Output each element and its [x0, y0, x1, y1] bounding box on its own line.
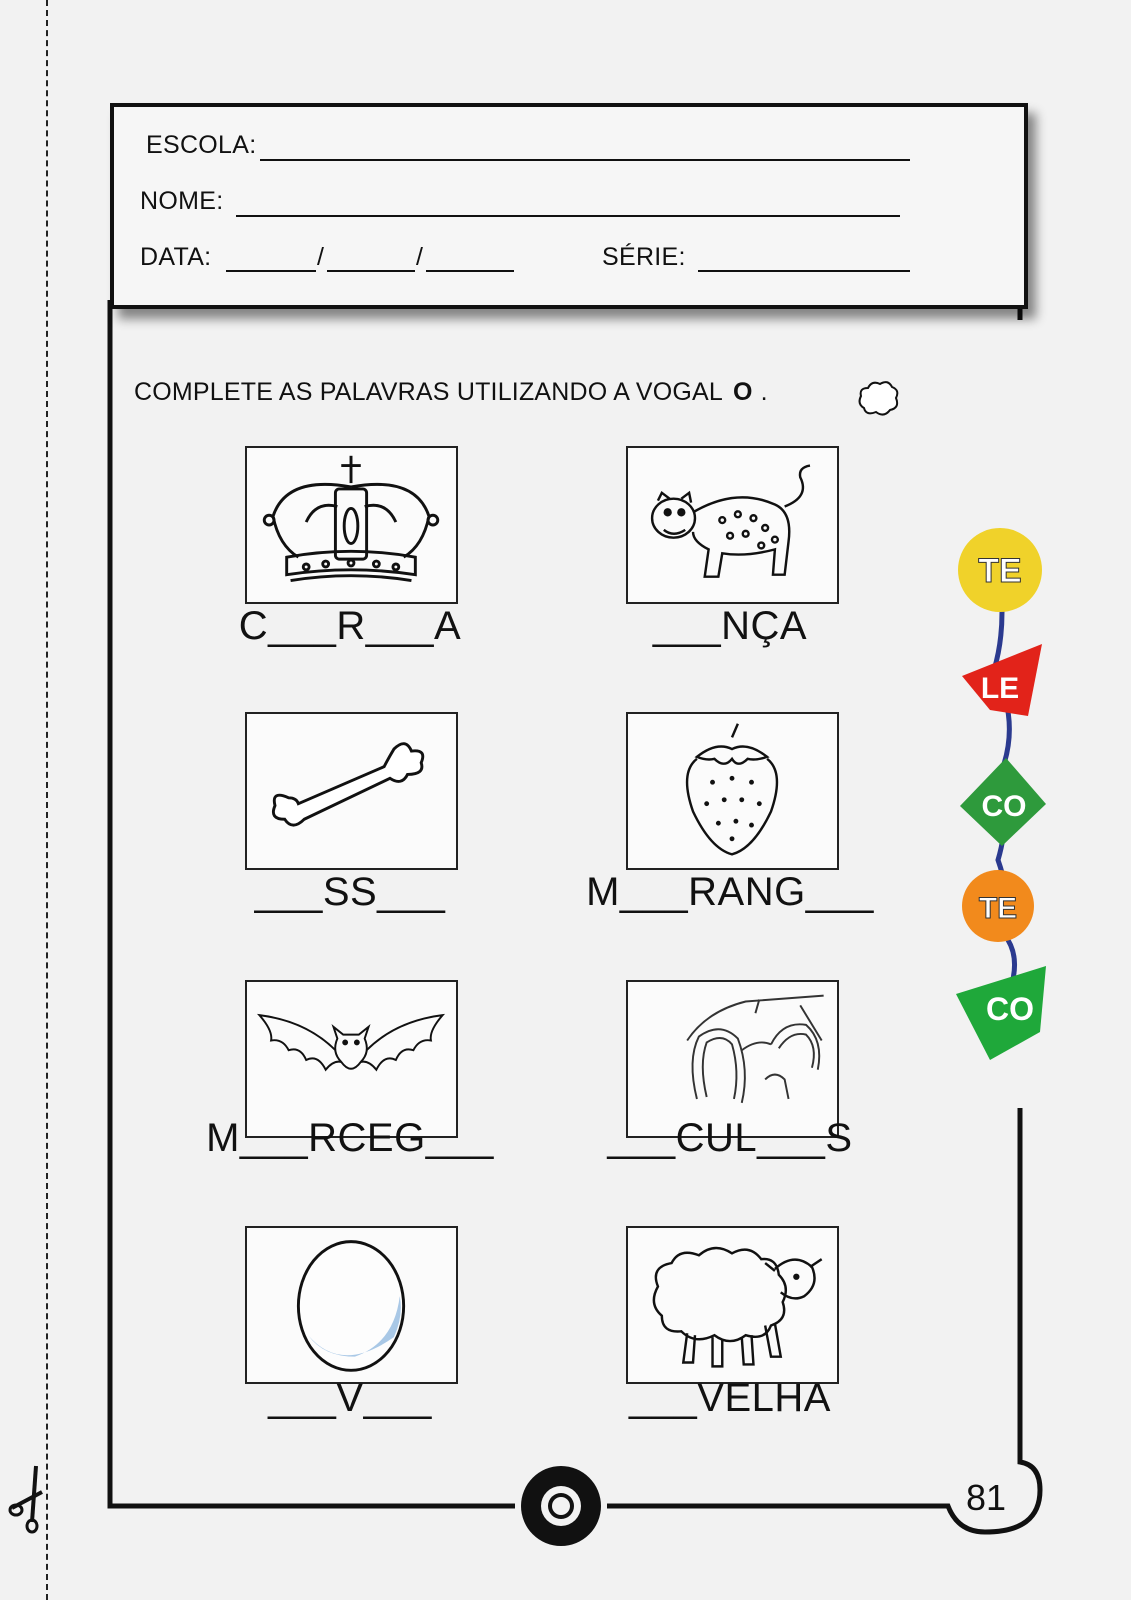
date-separator: /: [317, 243, 324, 271]
picture-bone: [245, 712, 458, 870]
page-number: 81: [966, 1477, 1007, 1518]
instruction: [134, 378, 768, 407]
escola-label: ESCOLA:: [146, 131, 257, 159]
word-blank-6: ___CUL___S: [607, 1116, 853, 1160]
strawberry-icon: [628, 714, 837, 868]
word-blank-8: ___VELHA: [629, 1376, 831, 1420]
instruction-period: .: [760, 378, 768, 406]
ribbon-tag: [960, 758, 1046, 846]
serie-field[interactable]: [698, 270, 910, 272]
word-blank-1: C___R___A: [238, 604, 462, 648]
nome-label: NOME:: [140, 187, 224, 215]
word-blank-3: ___SS___: [254, 870, 446, 914]
leopard-icon: [628, 448, 837, 602]
date-day-field[interactable]: [226, 270, 316, 272]
picture-crown: [245, 446, 458, 604]
bone-icon: [247, 714, 456, 868]
ribbon-tag: [962, 644, 1042, 716]
date-month-field[interactable]: [327, 270, 415, 272]
svg-text:TE: TE: [978, 552, 1022, 590]
serie-label: SÉRIE:: [602, 243, 686, 271]
picture-leopard: [626, 446, 839, 604]
picture-sheep: [626, 1226, 839, 1384]
nome-field[interactable]: [236, 215, 900, 217]
ribbon-tag: [956, 966, 1046, 1060]
date-year-field[interactable]: [426, 270, 514, 272]
word-blank-2: ___NÇA: [652, 604, 808, 648]
vowel-letter: O: [733, 378, 753, 406]
escola-field[interactable]: [260, 159, 910, 161]
instruction-text: COMPLETE AS PALAVRAS UTILIZANDO A VOGAL: [134, 378, 724, 406]
bat-icon: [247, 982, 456, 1136]
cloud-icon: [856, 378, 902, 418]
crown-icon: [247, 448, 456, 602]
word-blank-4: M___RANG___: [586, 870, 874, 914]
header-box: [110, 103, 1028, 309]
sheep-icon: [628, 1228, 837, 1382]
word-blank-5: M___RCEG___: [206, 1116, 494, 1160]
svg-text:CO: CO: [981, 790, 1027, 823]
glasses-icon: [628, 982, 837, 1136]
svg-text:TE: TE: [978, 892, 1018, 925]
picture-egg: [245, 1226, 458, 1384]
ribbon-tag: [962, 870, 1034, 942]
svg-text:CO: CO: [986, 991, 1034, 1027]
picture-strawberry: [626, 712, 839, 870]
syllable-ribbon: [950, 520, 1070, 1080]
date-separator: /: [416, 243, 423, 271]
egg-icon: [247, 1228, 456, 1382]
picture-glasses: [626, 980, 839, 1138]
data-label: DATA:: [140, 243, 212, 271]
svg-text:LE: LE: [980, 672, 1020, 705]
word-blank-7: ___V___: [268, 1376, 432, 1420]
picture-bat: [245, 980, 458, 1138]
ribbon-tag: [958, 528, 1042, 612]
